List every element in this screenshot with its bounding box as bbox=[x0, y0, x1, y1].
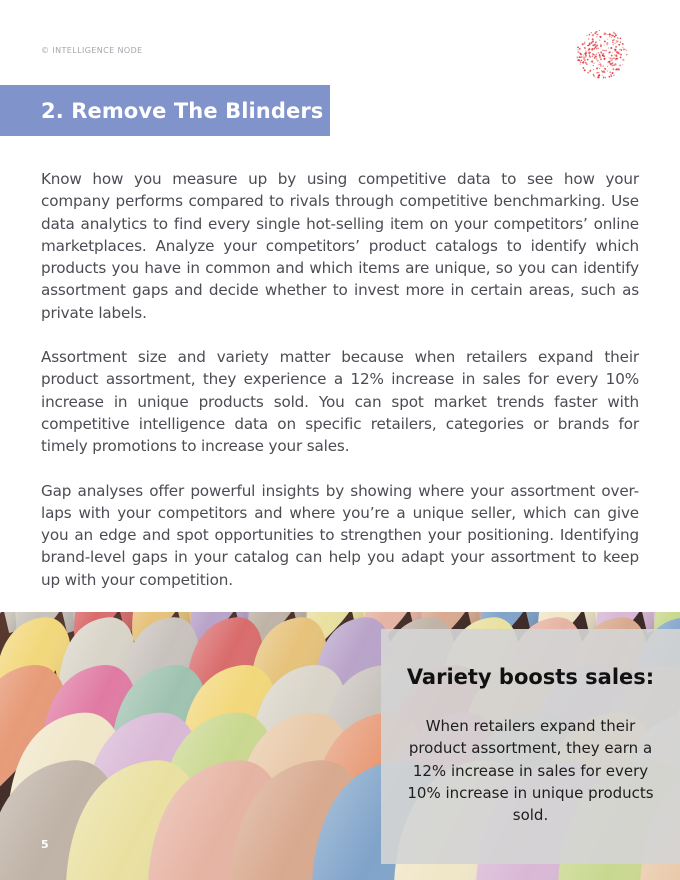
section-title-bar bbox=[0, 85, 330, 136]
callout-box bbox=[381, 629, 680, 864]
paragraph-3: Gap analyses offer powerful insights by showing where your assortment over-laps with your competitors and where you’re a unique seller, which can give you an edge and spot opportunities to strengthen your positioning. Identifying brand-level gaps in your catalog can help you adapt your assortment to keep up with your competition. bbox=[41, 481, 639, 589]
page-number: 5 bbox=[41, 838, 49, 851]
copyright-text: © INTELLIGENCE NODE bbox=[41, 46, 143, 55]
body-text bbox=[41, 168, 639, 613]
paragraph-2: Assortment size and variety matter because when retailers expand their product assortment, they experience a 12% increase in sales for every 10% increase in unique products sold. You can spot market trends faster with competitive intelligence data on specific retailers, categories or brands for timely promotions to increase your sales. bbox=[41, 348, 639, 456]
callout-heading: Variety boosts sales: bbox=[406, 665, 655, 689]
callout-text: When retailers expand their product assortment, they earn a 12% increase in sales for every 10% increase in unique products sold. bbox=[407, 717, 654, 825]
paragraph-1: Know how you measure up by using competitive data to see how your company performs compared to rivals through competitive benchmarking. Use data analytics to find every single hot-selling item on your competitors’ online marketplaces. Analyze your competitors’ product catalogs to identify which products you have in common and which items are unique, so you can identify assortment gaps and decide whether to invest more in certain areas, such as private labels. bbox=[41, 170, 639, 322]
section-title: 2. Remove The Blinders bbox=[41, 98, 324, 123]
dot-sphere-logo bbox=[574, 28, 630, 80]
